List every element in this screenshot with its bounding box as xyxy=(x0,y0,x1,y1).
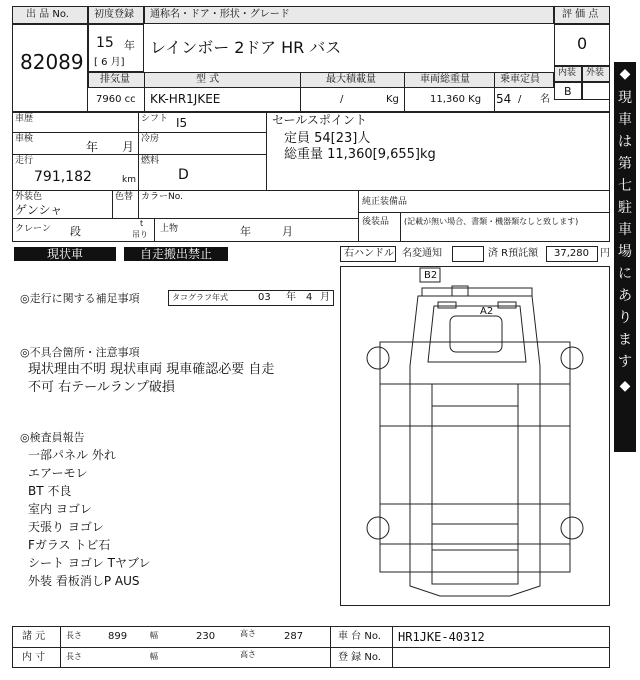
recycle-amount: 37,280 xyxy=(554,248,589,259)
color-change-label: 色替 xyxy=(115,192,134,202)
interior-length-label: 長さ xyxy=(66,652,82,661)
width-label: 幅 xyxy=(150,631,158,640)
height-label: 高さ xyxy=(240,629,256,638)
tacho-month: 4 xyxy=(306,292,313,303)
inspection-month-unit: 月 xyxy=(122,140,135,154)
name-change-label: 名変通知 xyxy=(402,248,442,259)
interior-dims-label: 内 寸 xyxy=(22,652,46,663)
tacho-month-unit: 月 xyxy=(320,292,330,303)
inspector-item: 天張り ヨゴレ xyxy=(28,520,104,534)
defects-line1: 現状理由不明 現状車両 現車確認必要 自走 xyxy=(28,362,275,377)
capacity-unit: 名 xyxy=(540,94,550,105)
banner-char: ま xyxy=(618,332,632,348)
banner-char: は xyxy=(618,134,632,150)
tacho-year-unit: 年 xyxy=(286,292,296,303)
inspector-item: 室内 ヨゴレ xyxy=(28,502,92,516)
max-load-label: 最大積載量 xyxy=(326,74,376,85)
name-change-box xyxy=(452,246,484,262)
length-label: 長さ xyxy=(66,631,82,640)
mileage-label: 走行 xyxy=(15,156,34,166)
inspector-label: ◎検査員報告 xyxy=(20,431,85,444)
interior-height-label: 高さ xyxy=(240,650,256,659)
exterior-color: ゲンシャ xyxy=(15,203,63,217)
tacho-label: タコグラフ年式 xyxy=(172,293,228,302)
driving-notes-label: ◎走行に関する補足事項 xyxy=(20,292,140,305)
gross-weight-label: 車両総重量 xyxy=(420,74,470,85)
chassis-number: HR1JKE-40312 xyxy=(398,630,485,644)
exterior-color-label: 外装色 xyxy=(15,192,43,202)
defects-label: ◎不具合箇所・注意事項 xyxy=(20,346,140,359)
interior-width-label: 幅 xyxy=(150,652,158,661)
displacement-label: 排気量 xyxy=(100,74,130,85)
first-reg-label: 初度登録 xyxy=(94,9,134,20)
max-load-unit: Kg xyxy=(386,94,399,105)
sales-points-label: セールスポイント xyxy=(272,113,367,127)
current-state-badge: 現状車 xyxy=(14,247,116,261)
defects-line2: 不可 右テールランプ破損 xyxy=(28,380,175,395)
inspector-item: Fガラス トビ石 xyxy=(28,538,111,552)
damage-mark-a2: A2 xyxy=(480,306,494,317)
fuel-label: 燃料 xyxy=(141,156,160,166)
capacity: 54 xyxy=(496,92,512,106)
shift-label: シフト xyxy=(141,114,169,124)
reg-month: [ 6 月] xyxy=(94,57,125,68)
upper-month-unit: 月 xyxy=(282,225,293,238)
length-value: 899 xyxy=(108,631,128,642)
lot-label: 出 品 No. xyxy=(26,9,69,20)
crane-stage: 段 xyxy=(70,225,81,238)
banner-mark-top: ◆ xyxy=(619,66,631,82)
fuel-value: D xyxy=(178,167,189,183)
crane-label: クレーン xyxy=(15,224,51,234)
inspector-item: エアーモレ xyxy=(28,466,88,480)
banner-char: 第 xyxy=(618,156,632,172)
tacho-year: 03 xyxy=(258,292,271,303)
registration-label: 登 録 No. xyxy=(338,652,381,663)
inspector-item: シート ヨゴレ Tヤブレ xyxy=(28,556,151,570)
side-banner xyxy=(614,62,636,452)
inspector-item: 外装 看板消しP AUS xyxy=(28,574,140,588)
crane-ton: t xyxy=(140,219,144,228)
gross-weight: 11,360 Kg xyxy=(430,94,482,105)
genuine-equipment-label: 純正装備品 xyxy=(362,197,408,207)
banner-char: 場 xyxy=(618,244,632,260)
model-code: KK-HR1JKEE xyxy=(150,92,221,106)
interior-grade: B xyxy=(564,85,572,98)
lot-number: 82089 xyxy=(20,50,84,74)
reg-year: 15 xyxy=(96,35,114,51)
mileage-unit: km xyxy=(122,175,136,185)
car-name: レインボー 2ドア HR バス xyxy=(150,38,342,57)
shift-value: I5 xyxy=(176,116,188,130)
exterior-grade-cell xyxy=(582,82,610,100)
model-name-label: 通称名・ドア・形状・グレード xyxy=(150,9,290,20)
color-code-label: カラーNo. xyxy=(141,192,183,202)
capacity-sep: / xyxy=(518,94,522,105)
banner-char: あ xyxy=(618,288,632,304)
banner-char: 駐 xyxy=(618,200,632,216)
rating-value: 0 xyxy=(577,34,588,53)
banner-char: 車 xyxy=(618,222,632,238)
height-value: 287 xyxy=(284,631,304,642)
banner-char: り xyxy=(618,310,632,326)
banner-char: 七 xyxy=(618,178,632,194)
chassis-label: 車 台 No. xyxy=(338,631,381,642)
banner-char: に xyxy=(618,266,632,282)
inspection-year-unit: 年 xyxy=(86,140,99,154)
spec-label-row xyxy=(88,72,554,88)
capacity-label: 乗車定員 xyxy=(500,74,540,85)
inspection-label: 車検 xyxy=(15,134,34,144)
no-self-drive-badge: 自走搬出禁止 xyxy=(124,247,228,261)
sales-point-line1: 定員 54[23]人 xyxy=(284,131,371,146)
banner-char: す xyxy=(618,354,632,370)
inspector-item: 一部パネル 外れ xyxy=(28,448,116,462)
rating-label: 評 価 点 xyxy=(562,9,599,20)
upper-year-unit: 年 xyxy=(240,225,251,238)
banner-char: 車 xyxy=(618,112,632,128)
banner-mark-bottom: ◆ xyxy=(619,378,631,394)
bus-diagram xyxy=(340,266,610,606)
recycle-label: 済 R預託額 xyxy=(488,248,539,259)
aftermarket-label: 後装品 xyxy=(362,217,390,227)
upper-label: 上物 xyxy=(160,224,179,234)
inspector-item: BT 不良 xyxy=(28,484,72,498)
displacement: 7960 cc xyxy=(96,94,136,105)
type-label: 型 式 xyxy=(196,74,220,85)
banner-char: 現 xyxy=(618,90,632,106)
reg-year-unit: 年 xyxy=(124,39,135,52)
exterior-label: 外装 xyxy=(586,68,605,78)
mileage-value: 791,182 xyxy=(34,169,92,185)
max-load: / xyxy=(340,94,344,105)
ac-label: 冷房 xyxy=(141,134,160,144)
width-value: 230 xyxy=(196,631,216,642)
handle-value: 右ハンドル xyxy=(344,248,394,259)
recycle-unit: 円 xyxy=(600,248,610,259)
dimensions-label: 諸 元 xyxy=(22,631,46,642)
crane-lift: 吊り xyxy=(132,230,148,239)
aftermarket-note: (記載が無い場合、書類・機器類なしと致します) xyxy=(404,217,579,226)
sales-point-line2: 総重量 11,360[9,655]kg xyxy=(284,147,436,162)
history-label: 車歴 xyxy=(15,114,34,124)
interior-label: 内装 xyxy=(558,68,577,78)
damage-mark-b2: B2 xyxy=(424,270,438,281)
